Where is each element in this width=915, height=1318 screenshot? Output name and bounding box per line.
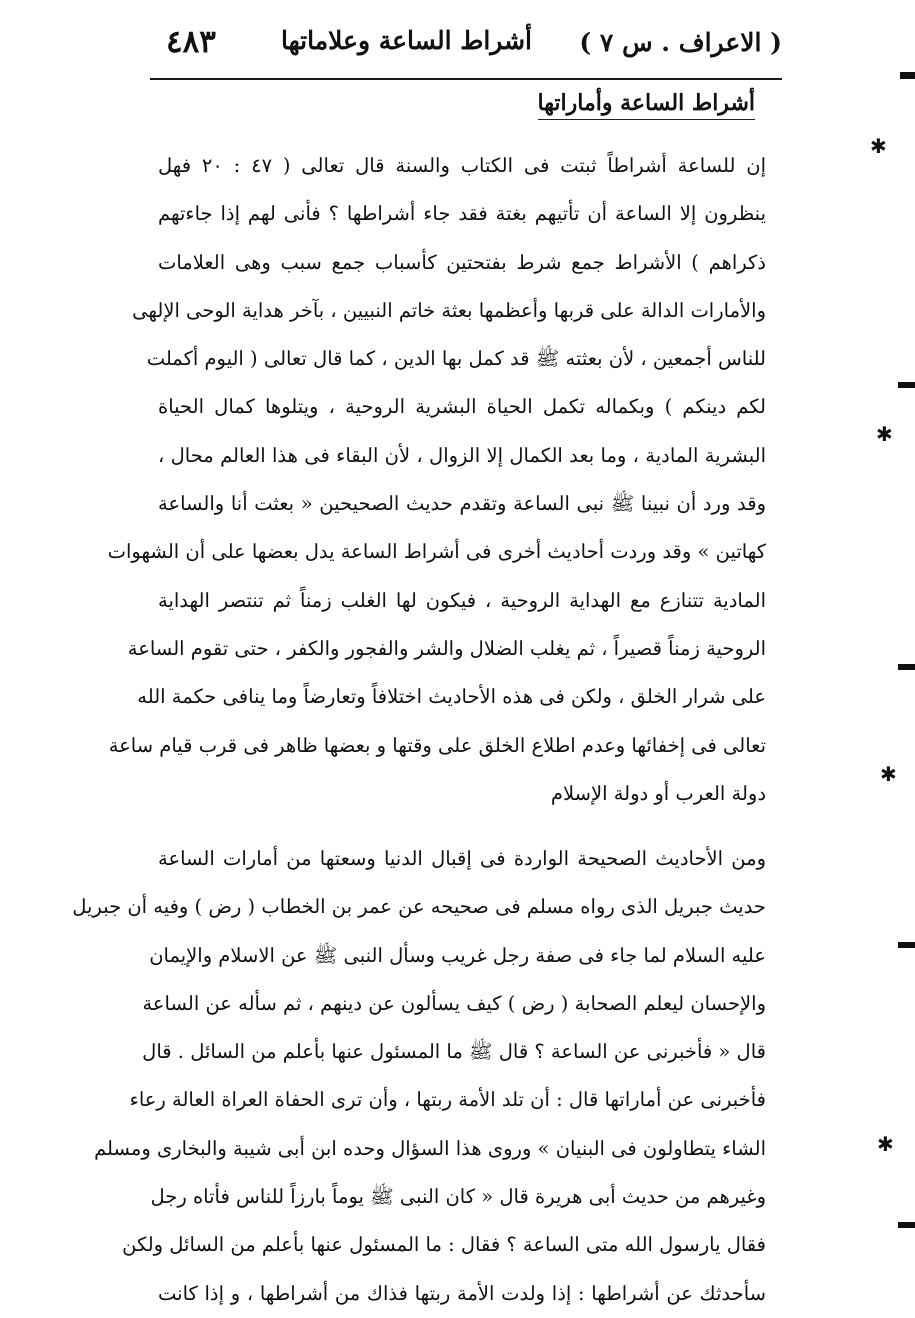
text-line: ذكراهم ) الأشراط جمع شرط بفتحتين كأسباب جمع سبب وهى العلامات bbox=[158, 250, 766, 274]
text-line: لكم دينكم ) وبكماله تكمل الحياة البشرية الروحية ، ويتلوها كمال الحياة bbox=[158, 395, 766, 419]
text-line: والإحسان ليعلم الصحابة ( رض ) كيف يسألون عن دينهم ، ثم سأله عن الساعة bbox=[142, 991, 766, 1015]
margin-speck: ✱ bbox=[877, 1132, 894, 1156]
text-line: البشرية المادية ، وما بعد الكمال إلا الزوال ، لأن البقاء فى هذا العالم محال ، bbox=[158, 443, 766, 467]
text-line: كهاتين » وقد وردت أحاديث أخرى فى أشراط الساعة يدل بعضها على أن الشهوات bbox=[107, 540, 766, 564]
text-line: تعالى فى إخفائها وعدم اطلاع الخلق على وقتها و بعضها ظاهر فى قرب قيام ساعة bbox=[108, 733, 766, 757]
page-number: ٤٨٣ bbox=[166, 24, 216, 60]
text-line: عليه السلام لما جاء فى صفة رجل غريب وسأل النبى ﷺ عن الاسلام والإيمان bbox=[149, 943, 766, 967]
text-line: حديث جبريل الذى رواه مسلم فى صحيحه عن عمر بن الخطاب ( رض ) وفيه أن جبريل bbox=[72, 895, 766, 919]
text-line: المادية تتنازع مع الهداية الروحية ، فيكون لها الغلب زمناً ثم تنتصر الهداية bbox=[158, 588, 766, 612]
text-line: فقال يارسول الله متى الساعة ؟ فقال : ما المسئول عنها بأعلم من السائل ولكن bbox=[122, 1233, 766, 1257]
text-line: ينظرون إلا الساعة أن تأتيهم بغتة فقد جاء أشراطها ؟ فأنى لهم إذا جاءتهم bbox=[158, 202, 766, 226]
text-line: والأمارات الدالة على قربها وأعظمها بعثة خاتم النبيين ، بآخر هداية الوحى الإلهى bbox=[132, 298, 766, 322]
margin-mark bbox=[898, 382, 915, 388]
paragraph-2 bbox=[72, 835, 766, 1318]
running-header bbox=[150, 22, 782, 72]
margin-mark bbox=[898, 664, 915, 670]
header-title: أشراط الساعة وعلاماتها bbox=[281, 26, 532, 55]
text-line: الشاء يتطاولون فى البنيان » وروى هذا السؤال وحده ابن أبى شيبة والبخارى ومسلم bbox=[94, 1136, 766, 1160]
paragraph-1 bbox=[107, 142, 766, 818]
text-line: ومن الأحاديث الصحيحة الواردة فى إقبال الدنيا وسعتها من أمارات الساعة bbox=[158, 847, 766, 870]
text-line: سأحدثك عن أشراطها : إذا ولدت الأمة ربتها فذاك من أشراطها ، و إذا كانت bbox=[158, 1281, 766, 1305]
section-title: أشراط الساعة وأماراتها bbox=[538, 90, 755, 120]
surah-reference: ( الاعراف . س ٧ ) bbox=[579, 28, 782, 57]
margin-speck: ✱ bbox=[880, 762, 897, 786]
text-line: للناس أجمعين ، لأن بعثته ﷺ قد كمل بها الدين ، كما قال تعالى ( اليوم أكملت bbox=[146, 347, 766, 371]
text-line: على شرار الخلق ، ولكن فى هذه الأحاديث اختلافاً وتعارضاً وما ينافى حكمة الله bbox=[137, 685, 766, 709]
margin-mark bbox=[900, 72, 915, 79]
text-line: إن للساعة أشراطاً ثبتت فى الكتاب والسنة قال تعالى ( ٤٧ : ٢٠ فهل bbox=[158, 154, 766, 177]
text-line: وغيرهم من حديث أبى هريرة قال « كان النبى ﷺ يوماً بارزاً للناس فأتاه رجل bbox=[150, 1185, 766, 1209]
margin-speck: ✱ bbox=[876, 422, 893, 446]
margin-speck: ✱ bbox=[870, 134, 887, 158]
margin-mark bbox=[898, 1222, 915, 1228]
margin-mark bbox=[898, 942, 915, 948]
text-line: قال « فأخبرنى عن الساعة ؟ قال ﷺ ما المسئول عنها بأعلم من السائل . قال bbox=[142, 1040, 766, 1064]
text-line: فأخبرنى عن أماراتها قال : أن تلد الأمة ربتها ، وأن ترى الحفاة العراة العالة رعاء bbox=[129, 1088, 766, 1112]
text-line: وقد ورد أن نبينا ﷺ نبى الساعة وتقدم حديث الصحيحين « بعثت أنا والساعة bbox=[158, 492, 766, 516]
text-line: دولة العرب أو دولة الإسلام bbox=[550, 781, 766, 805]
text-line: الروحية زمناً قصيراً ، ثم يغلب الضلال والشر والفجور والكفر ، حتى تقوم الساعة bbox=[127, 636, 766, 660]
header-rule bbox=[150, 78, 782, 80]
